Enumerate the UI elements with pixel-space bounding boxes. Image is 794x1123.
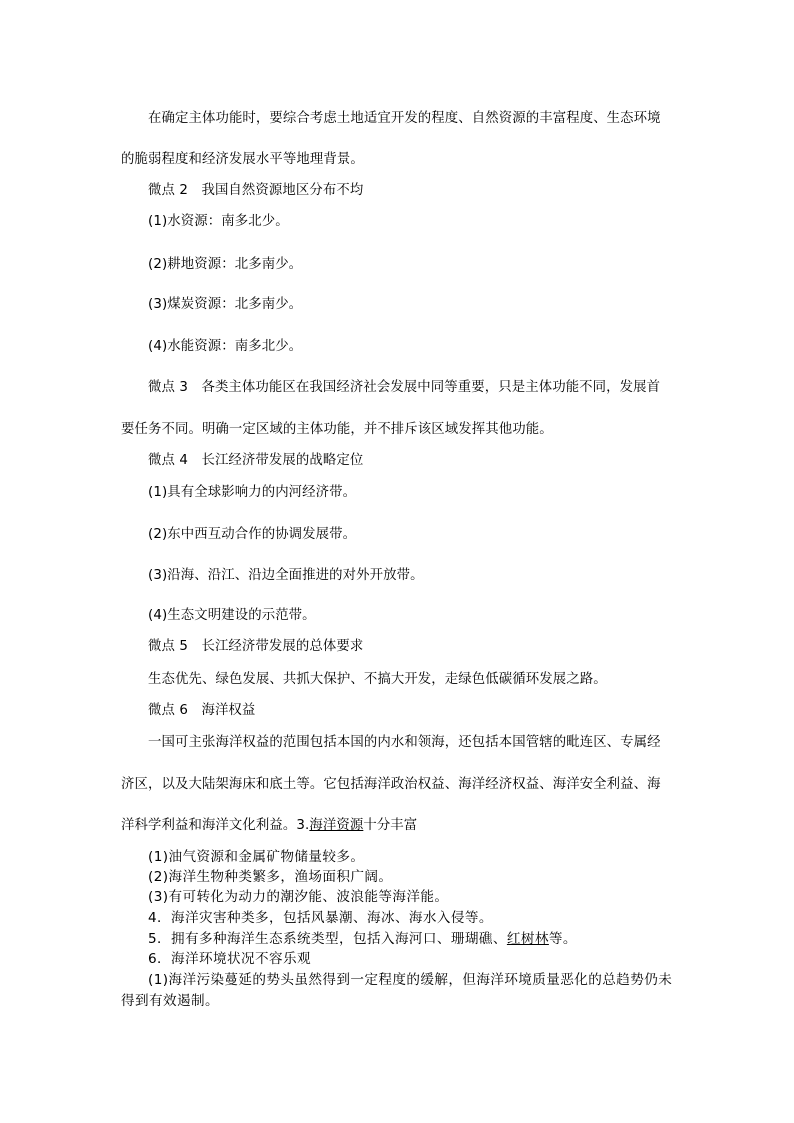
list-item: (2)海洋生物种类繁多，渔场面积广阔。 [148, 869, 393, 885]
list-item: (1)具有全球影响力的内河经济带。 [148, 485, 357, 500]
section-heading: 微点 6 海洋权益 [148, 703, 256, 718]
list-item [148, 930, 577, 948]
list-item: (1)水资源：南多北少。 [148, 214, 289, 229]
paragraph-line: 的脆弱程度和经济发展水平等地理背景。 [121, 152, 364, 167]
section-heading: 微点 3 各类主体功能区在我国经济社会发展中同等重要，只是主体功能不同，发展首 [148, 380, 661, 395]
marine-resources-link[interactable]: 海洋资源 [309, 818, 364, 833]
paragraph-text: 十分丰富 [363, 818, 418, 833]
list-item: (3)煤炭资源：北多南少。 [148, 297, 303, 312]
paragraph-line: 要任务不同。明确一定区域的主体功能，并不排斥该区域发挥其他功能。 [121, 422, 553, 437]
list-item: 4．海洋灾害种类多，包括风暴潮、海冰、海水入侵等。 [148, 910, 493, 926]
list-item: (3)有可转化为动力的潮汐能、波浪能等海洋能。 [148, 889, 449, 905]
list-item: (1)油气资源和金属矿物储量较多。 [148, 849, 365, 865]
mangrove-link[interactable]: 红树林 [506, 931, 549, 947]
paragraph-line: 济区，以及大陆架海床和底土等。它包括海洋政治权益、海洋经济权益、海洋安全利益、海 [121, 777, 661, 792]
section-heading: 微点 4 长江经济带发展的战略定位 [148, 453, 364, 468]
list-item: (2)耕地资源：北多南少。 [148, 257, 303, 272]
list-item: (3)沿海、沿江、沿边全面推进的对外开放带。 [148, 568, 424, 583]
list-item: (4)水能资源：南多北少。 [148, 339, 303, 354]
list-item-text: 5．拥有多种海洋生态系统类型，包括入海河口、珊瑚礁、 [148, 931, 507, 947]
paragraph-line: 在确定主体功能时，要综合考虑土地适宜开发的程度、自然资源的丰富程度、生态环境 [148, 111, 661, 126]
paragraph-line: (1)海洋污染蔓延的势头虽然得到一定程度的缓解，但海洋环境质量恶化的总趋势仍未 [148, 972, 673, 988]
list-item: (4)生态文明建设的示范带。 [148, 608, 316, 623]
paragraph-line [121, 817, 417, 835]
paragraph-text: 洋科学利益和海洋文化利益。3. [121, 818, 310, 833]
paragraph-line: 一国可主张海洋权益的范围包括本国的内水和领海，还包括本国管辖的毗连区、专属经 [148, 735, 661, 750]
list-item: 6．海洋环境状况不容乐观 [148, 951, 311, 967]
paragraph-line: 得到有效遏制。 [121, 993, 219, 1009]
section-heading: 微点 2 我国自然资源地区分布不均 [148, 183, 364, 198]
list-item-text: 等。 [548, 931, 577, 947]
section-heading: 微点 5 长江经济带发展的总体要求 [148, 639, 364, 654]
paragraph-line: 生态优先、绿色发展、共抓大保护、不搞大开发，走绿色低碳循环发展之路。 [148, 672, 607, 687]
list-item: (2)东中西互动合作的协调发展带。 [148, 527, 357, 542]
